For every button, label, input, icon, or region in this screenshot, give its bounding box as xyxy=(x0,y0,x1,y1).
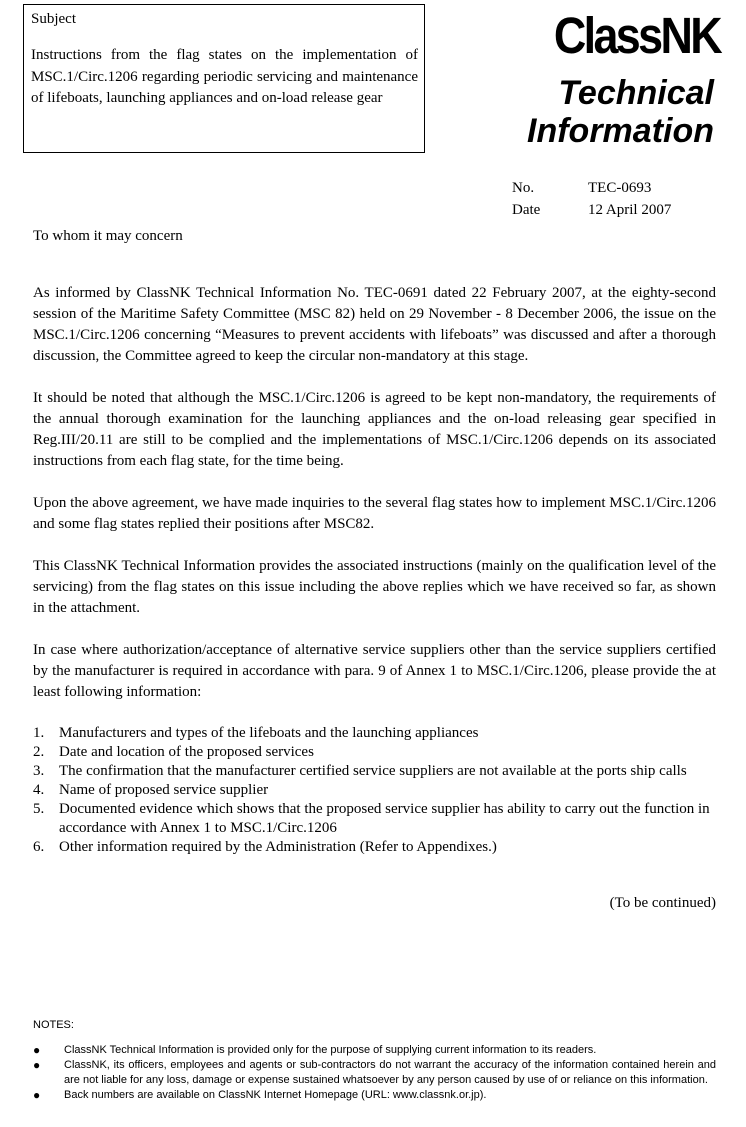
notes-list xyxy=(33,1043,716,1103)
classnk-logo: ClassNK xyxy=(553,7,720,64)
note-text: ClassNK Technical Information is provided only for the purpose of supplying current information to its readers. xyxy=(64,1044,597,1056)
paragraph-2: It should be noted that although the MSC.1/Circ.1206 is agreed to be kept non-mandatory, the requirements of the annual thorough examination for the launching appliances and the on-load releasing gear specified in Reg.III/20.11 are still to be complied and the implementations of MSC.1/Circ.1206 depends on its associated instructions from each flag state, for the time being. xyxy=(33,390,716,469)
list-item-text: Name of proposed service supplier xyxy=(59,782,269,798)
bullet-icon: ● xyxy=(33,1058,41,1072)
subject-box xyxy=(23,4,425,153)
notes-title: NOTES: xyxy=(33,1019,74,1031)
salutation: To whom it may concern xyxy=(33,228,183,244)
note-text: ClassNK, its officers, employees and agents or sub-contractors do not warrant the accuracy of the information contained herein and are not liable for any loss, damage or expense sustained whatsoever by any person caused by use of or reliance on this information. xyxy=(64,1059,716,1086)
list-item-number: 4. xyxy=(33,782,45,798)
title-line-information: Information xyxy=(527,112,714,150)
list-item-number: 6. xyxy=(33,839,45,855)
meta-number-label: No. xyxy=(512,180,535,196)
to-be-continued: (To be continued) xyxy=(609,895,716,911)
meta-number-value: TEC-0693 xyxy=(588,180,652,196)
paragraph-5: In case where authorization/acceptance of alternative service suppliers other than the service suppliers certified by the manufacturer is required in accordance with para. 9 of Annex 1 to MSC.1/Circ.1206, please provide the at least following information: xyxy=(33,642,716,700)
list-item xyxy=(33,838,716,857)
list-item xyxy=(33,724,716,743)
meta-number-row xyxy=(512,177,671,199)
bullet-icon: ● xyxy=(33,1088,41,1102)
paragraph-4: This ClassNK Technical Information provides the associated instructions (mainly on the qualification level of the servicing) from the flag states on this issue including the above replies which we have received so far, as shown in the attachment. xyxy=(33,558,716,616)
list-item-text: The confirmation that the manufacturer certified service suppliers are not available at the ports ship calls xyxy=(59,763,687,779)
list-item-text: Documented evidence which shows that the proposed service supplier has ability to carry out the function in accordance with Annex 1 to MSC.1/Circ.1206 xyxy=(59,801,710,836)
title-line-technical: Technical xyxy=(558,74,714,112)
document-meta xyxy=(512,177,671,221)
bullet-icon: ● xyxy=(33,1043,41,1057)
meta-date-row xyxy=(512,199,671,221)
paragraph-1: As informed by ClassNK Technical Information No. TEC-0691 dated 22 February 2007, at the eighty-second session of the Maritime Safety Committee (MSC 82) held on 29 November - 8 December 2006, the issue on the MSC.1/Circ.1206 concerning “Measures to prevent accidents with lifeboats” was discussed and after a thorough discussion, the Committee agreed to keep the circular non-mandatory at this stage. xyxy=(33,285,716,364)
list-item xyxy=(33,762,716,781)
list-item-text: Date and location of the proposed services xyxy=(59,744,314,760)
subject-text: Instructions from the flag states on the implementation of MSC.1/Circ.1206 regarding periodic servicing and maintenance of lifeboats, launching appliances and on-load release gear xyxy=(31,47,418,106)
list-item-number: 5. xyxy=(33,801,45,817)
list-item-number: 1. xyxy=(33,725,45,741)
note-text: Back numbers are available on ClassNK Internet Homepage (URL: www.classnk.or.jp). xyxy=(64,1089,487,1101)
document-type-title xyxy=(527,74,714,150)
meta-date-label: Date xyxy=(512,202,541,218)
list-item xyxy=(33,781,716,800)
list-item-text: Manufacturers and types of the lifeboats and the launching appliances xyxy=(59,725,479,741)
subject-label: Subject xyxy=(31,11,76,27)
meta-date-value: 12 April 2007 xyxy=(588,202,672,218)
list-item-text: Other information required by the Administration (Refer to Appendixes.) xyxy=(59,839,497,855)
notes-section xyxy=(33,1019,716,1103)
list-item xyxy=(33,800,716,838)
list-item xyxy=(33,743,716,762)
document-body xyxy=(33,226,716,914)
note-item xyxy=(33,1058,716,1088)
note-item xyxy=(33,1088,716,1103)
list-item-number: 2. xyxy=(33,744,45,760)
list-item-number: 3. xyxy=(33,763,45,779)
note-item xyxy=(33,1043,716,1058)
paragraph-3: Upon the above agreement, we have made inquiries to the several flag states how to implement MSC.1/Circ.1206 and some flag states replied their positions after MSC82. xyxy=(33,495,716,532)
required-info-list xyxy=(33,724,716,857)
